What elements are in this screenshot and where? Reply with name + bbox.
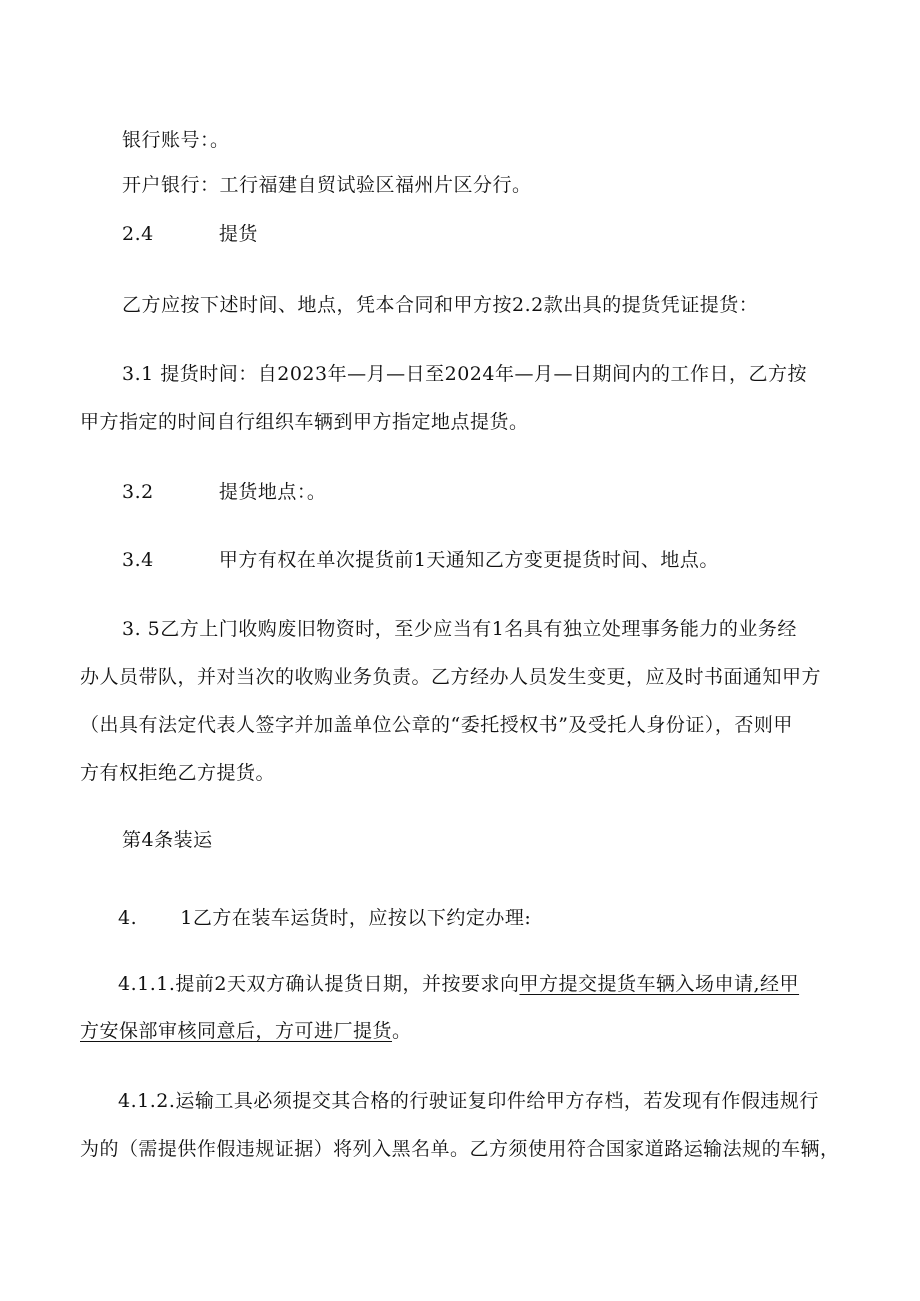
bank-account-line: 银行账号：。 [122, 129, 230, 151]
clause-4-1-1-separator: , [753, 973, 761, 995]
section-2-4-title: 提货 [218, 223, 258, 245]
clause-4-1-1-prefix: 4.1.1.提前2天双方确认提货日期，并按要求向 [118, 973, 520, 995]
clause-3-5-line-4: 方有权拒绝乙方提货。 [80, 762, 276, 784]
clause-4-1-1-line-2 [80, 1019, 412, 1043]
clause-4-1-1-underlined-1: 甲方提交提货车辆入场申请 [519, 973, 754, 995]
clause-4-1-1-line-1 [118, 972, 799, 996]
clause-3-5-line-3: （出具有法定代表人签字并加盖单位公章的“委托授权书”及受托人身份证），否则甲 [80, 714, 793, 736]
clause-3-2-text: 提货地点：。 [218, 481, 327, 503]
clause-3-4 [122, 548, 719, 572]
clause-4-1-1-underlined-3: 方安保部审核同意后，方可进厂提货 [80, 1020, 393, 1042]
clause-4-1-1-underlined-2: 经甲 [760, 973, 800, 995]
clause-3-2-number: 3.2 [122, 481, 154, 503]
article-4-title: 第4条装运 [122, 829, 213, 851]
section-2-4-heading [122, 222, 258, 246]
clause-4-1-1-line-2-end: 。 [392, 1020, 412, 1042]
clause-3-1-line-2: 甲方指定的时间自行组织车辆到甲方指定地点提货。 [80, 411, 529, 433]
clause-4-1-text: 1乙方在装车运货时，应按以下约定办理: [180, 907, 532, 929]
clause-3-4-text: 甲方有权在单次提货前1天通知乙方变更提货时间、地点。 [218, 549, 719, 571]
clause-4-1-number: 4. [118, 907, 138, 929]
bank-name-line: 开户银行：工行福建自贸试验区福州片区分行。 [122, 174, 532, 196]
clause-4-1-2-line-1: 4.1.2.运输工具必须提交其合格的行驶证复印件给甲方存档，若发现有作假违规行 [118, 1090, 819, 1112]
clause-3-5-line-1: 3. 5乙方上门收购废旧物资时，至少应当有1名具有独立处理事务能力的业务经 [122, 618, 797, 640]
clause-4-1 [118, 906, 531, 930]
clause-3-2 [122, 480, 326, 504]
section-2-4-number: 2.4 [122, 223, 154, 245]
clause-3-1-line-1: 3.1 提货时间：自2023年—月—日至2024年—月—日期间内的工作日，乙方按 [122, 363, 807, 385]
clause-3-5-line-2: 办人员带队，并对当次的收购业务负责。乙方经办人员发生变更，应及时书面通知甲方 [80, 666, 822, 688]
clause-4-1-2-line-2: 为的（需提供作假违规证据）将列入黑名单。乙方须使用符合国家道路运输法规的车辆， [80, 1138, 840, 1160]
clause-3-4-number: 3.4 [122, 549, 154, 571]
pickup-intro: 乙方应按下述时间、地点，凭本合同和甲方按2.2款出具的提货凭证提货： [122, 294, 759, 316]
